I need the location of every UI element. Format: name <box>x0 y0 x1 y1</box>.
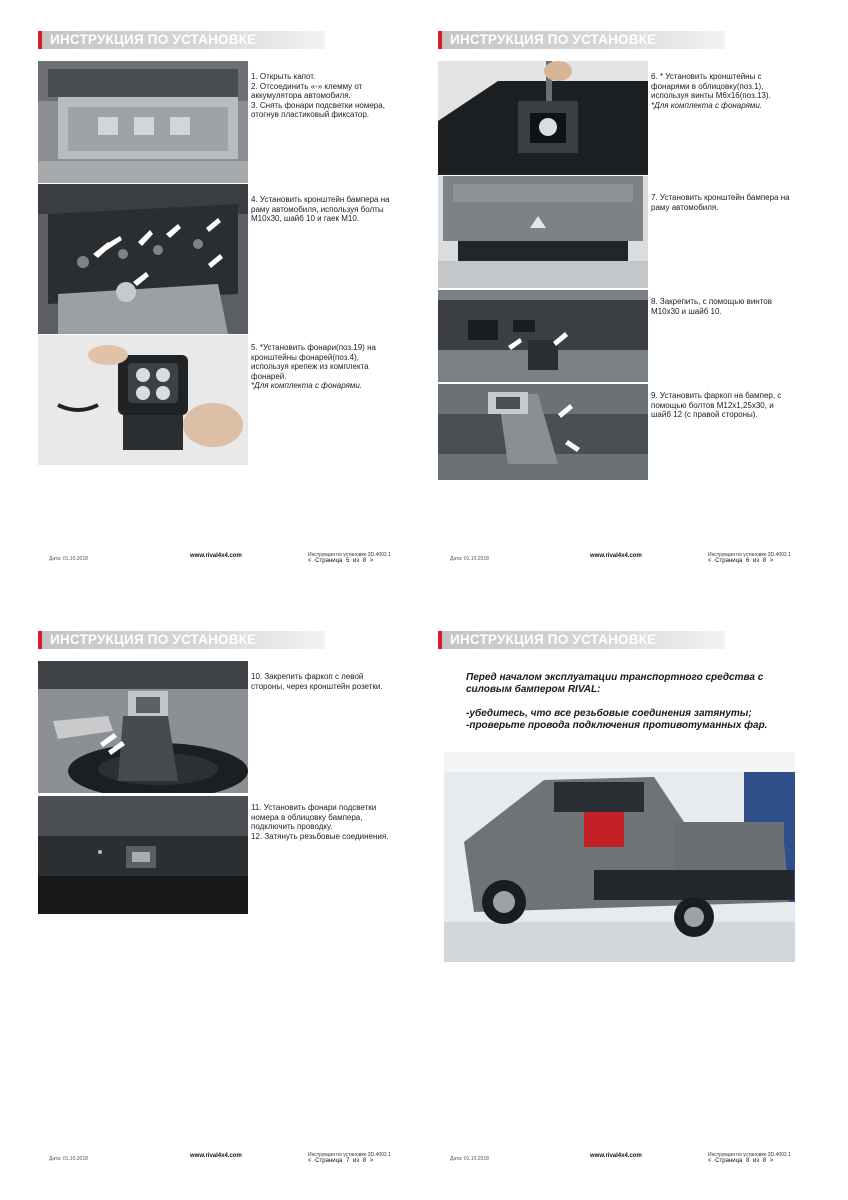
header-title: ИНСТРУКЦИЯ ПО УСТАНОВКЕ <box>450 32 657 47</box>
footer-date: Дата: 01.10.2018 <box>49 556 88 562</box>
photo-truck-rear-bracket <box>438 176 648 288</box>
text-line: 10. Закрепить фаркоп с левой <box>251 672 364 681</box>
text-line: М10х30 и шайб 10. <box>651 306 722 316</box>
page-indicator: < Страница 7 из 8 > <box>308 1158 374 1164</box>
photo-towbar-left-side <box>38 661 248 793</box>
footer-website-link[interactable]: www.rival4x4.com <box>190 553 242 559</box>
text-line: 1. Открыть капот. <box>251 72 316 81</box>
text-line: -убедитесь, что все резьбовые соединения затянуты; <box>466 708 752 719</box>
footer-doc-number: Инструкция по установке 2D.4003.1 <box>308 1152 391 1158</box>
step-5-text <box>251 343 376 391</box>
text-line: используя крепеж из комплекта <box>251 362 369 371</box>
photo-bumper-bracket-frame <box>38 184 248 334</box>
step-10-text <box>251 672 383 691</box>
text-line: силовым бампером RIVAL: <box>466 684 601 695</box>
text-line: раму автомобиля, используя болты <box>251 204 384 214</box>
step-1-3-text <box>251 72 385 120</box>
text-line: -проверьте провода подключения противотуманных фар. <box>466 720 768 731</box>
text-line: стороны, через кронштейн розетки. <box>251 681 383 691</box>
text-line: номера в облицовку бампера, <box>251 812 363 822</box>
footer-doc-number: Инструкция по установке 2D.4003.1 <box>708 1152 791 1158</box>
footer-date: Дата: 01.10.2018 <box>49 1156 88 1162</box>
text-line: подключить проводку. <box>251 822 333 831</box>
text-line: М10х30, шайб 10 и гаек М10. <box>251 214 360 223</box>
photo-towbar-install <box>438 384 648 480</box>
page-indicator: < Страница 8 из 8 > <box>708 1158 774 1164</box>
section-header <box>438 631 725 649</box>
text-line: 3. Снять фонари подсветки номера, <box>251 100 385 110</box>
footer-doc-number: Инструкция по установке 2D.4003.1 <box>708 552 791 558</box>
section-header <box>438 31 725 49</box>
step-4-text <box>251 195 390 224</box>
photo-bracket-fastening <box>438 290 648 382</box>
page-indicator: < Страница 5 из 8 > <box>308 558 374 564</box>
text-line: 9. Установить фаркоп на бампер, с <box>651 391 782 400</box>
footer-date: Дата: 01.10.2018 <box>450 556 489 562</box>
instruction-page-8 <box>424 600 848 1200</box>
pre-operation-instructions <box>466 672 786 732</box>
footer-doc-number: Инструкция по установке 2D.4003.1 <box>308 552 391 558</box>
text-line: 4. Установить кронштейн бампера на <box>251 195 390 204</box>
step-7-text <box>651 193 790 212</box>
text-line: используя винты М6х16(поз.13). <box>651 91 771 100</box>
section-header <box>38 31 325 49</box>
step-8-text <box>651 297 772 316</box>
kit-note: *Для комплекта с фонарями. <box>251 381 363 390</box>
step-9-text <box>651 391 781 420</box>
instruction-page-6 <box>424 0 848 600</box>
section-header <box>38 631 325 649</box>
text-line: 12. Затянуть резьбовые соединения. <box>251 831 389 841</box>
text-line: 11. Установить фонари подсветки <box>251 803 377 812</box>
text-line: аккумулятора автомобиля. <box>251 91 351 100</box>
text-line: раму автомобиля. <box>651 202 719 212</box>
text-line: 2. Отсоединить «-» клемму от <box>251 81 363 91</box>
text-line: помощью болтов М12х1,25х30, и <box>651 400 774 410</box>
text-line: 7. Установить кронштейн бампера на <box>651 193 790 202</box>
text-line: Перед началом эксплуатации транспортного средства с <box>466 672 764 683</box>
photo-lights-on-bracket <box>38 335 248 465</box>
footer-date: Дата: 01.10.2018 <box>450 1156 489 1162</box>
text-line: шайб 12 (с правой стороны). <box>651 410 758 419</box>
page-indicator: < Страница 6 из 8 > <box>708 558 774 564</box>
text-line: фонарей. <box>251 371 287 381</box>
kit-note: *Для комплекта с фонарями. <box>651 100 763 110</box>
text-line: 5. *Установить фонари(поз.19) на <box>251 343 376 352</box>
step-6-text <box>651 72 771 110</box>
photo-plate-lights-bumper <box>38 796 248 914</box>
photo-license-plate-lights <box>38 61 248 183</box>
footer-website-link[interactable]: www.rival4x4.com <box>190 1153 242 1159</box>
photo-truck-with-rival-bumper <box>444 752 795 962</box>
footer-website-link[interactable]: www.rival4x4.com <box>590 553 642 559</box>
instruction-page-7 <box>0 600 424 1200</box>
header-title: ИНСТРУКЦИЯ ПО УСТАНОВКЕ <box>450 632 657 647</box>
text-line: кронштейны фонарей(поз.4), <box>251 352 359 362</box>
text-line: отогнув пластиковый фиксатор. <box>251 110 370 119</box>
photo-light-into-panel <box>438 61 648 175</box>
footer-website-link[interactable]: www.rival4x4.com <box>590 1153 642 1159</box>
text-line: 6. * Установить кронштейны с <box>651 72 762 81</box>
header-title: ИНСТРУКЦИЯ ПО УСТАНОВКЕ <box>50 632 257 647</box>
text-line: 8. Закрепить, с помощью винтов <box>651 297 772 306</box>
step-11-12-text <box>251 803 388 841</box>
header-title: ИНСТРУКЦИЯ ПО УСТАНОВКЕ <box>50 32 257 47</box>
text-line: фонарями в облицовку(поз.1), <box>651 81 764 91</box>
instruction-page-5 <box>0 0 424 600</box>
